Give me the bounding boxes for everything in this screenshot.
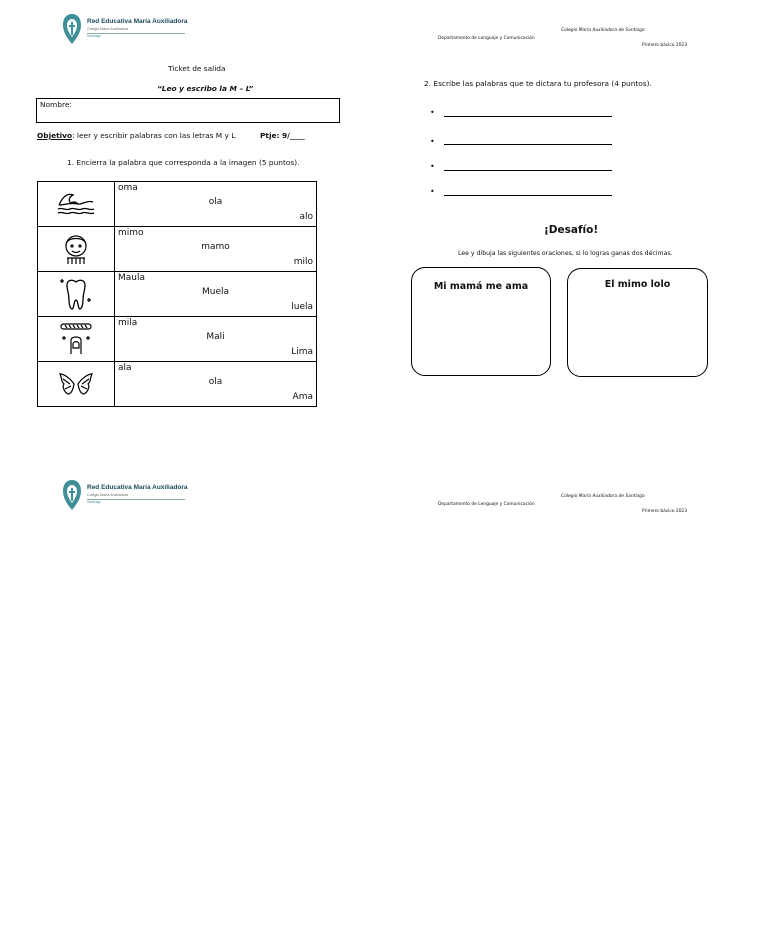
drawing-box-2[interactable]: [567, 268, 708, 377]
option-word[interactable]: Mali: [206, 332, 225, 342]
tooth-icon: [59, 276, 93, 312]
bullet-4: •: [430, 187, 435, 196]
page-title: Ticket de salida: [168, 64, 226, 73]
option-word[interactable]: luela: [291, 302, 313, 312]
bullet-2: •: [430, 137, 435, 146]
objective-text: : leer y escribir palabras con las letras M y L: [72, 131, 236, 140]
option-word[interactable]: mila: [118, 318, 138, 328]
answer-line-3[interactable]: [444, 170, 612, 171]
answer-line-2[interactable]: [444, 144, 612, 145]
header-grade: Primero básico 2023: [642, 509, 688, 514]
challenge-text: Lee y dibuja las siguientes oraciones, si lo logras ganas dos décimas.: [458, 250, 673, 257]
answer-line-1[interactable]: [444, 116, 612, 117]
header-school: Colegio María Auxiliadora de Santiago: [561, 494, 645, 499]
option-word[interactable]: oma: [118, 183, 138, 193]
waves-icon: [56, 190, 96, 218]
name-field[interactable]: [36, 98, 340, 123]
question-1: 1. Encierra la palabra que corresponda a la imagen (5 puntos).: [67, 158, 300, 167]
header-department: Departamento de Lenguaje y Comunicación: [438, 36, 535, 41]
drawing-box-1-label: Mi mamá me ama: [433, 281, 529, 292]
logo-city: Santiago: [87, 34, 102, 39]
objective-label: Objetivo: [37, 131, 73, 140]
table-row: [38, 182, 317, 227]
table-row: [38, 272, 317, 317]
drawing-box-2-label: El mimo lolo: [604, 279, 671, 290]
school-crest-icon: [62, 479, 82, 511]
mime-icon: [61, 232, 91, 266]
logo-title: Red Educativa María Auxiliadora: [87, 484, 188, 492]
option-word[interactable]: ola: [208, 377, 223, 387]
option-word[interactable]: Maula: [118, 273, 145, 283]
option-word[interactable]: milo: [293, 257, 313, 267]
table-row: [38, 362, 317, 407]
table-row: [38, 227, 317, 272]
name-label: Nombre:: [40, 100, 72, 109]
table-row: [38, 317, 317, 362]
option-word[interactable]: Lima: [291, 347, 313, 357]
logo-city: Santiago: [87, 500, 102, 505]
option-word[interactable]: mamo: [201, 242, 230, 252]
option-word[interactable]: Ama: [292, 392, 313, 402]
school-logo: [62, 479, 188, 511]
school-crest-icon: [62, 13, 82, 45]
answer-line-4[interactable]: [444, 195, 612, 196]
school-logo: [62, 13, 188, 45]
wings-icon: [58, 370, 94, 398]
option-word[interactable]: mimo: [118, 228, 144, 238]
logo-subtitle: Colegio María Auxiliadora: [87, 492, 128, 497]
logo-subtitle: Colegio María Auxiliadora: [87, 26, 128, 31]
option-word[interactable]: Muela: [201, 287, 230, 297]
drawing-box-1[interactable]: [411, 267, 551, 376]
bullet-3: •: [430, 162, 435, 171]
option-word[interactable]: ola: [208, 197, 223, 207]
option-word[interactable]: ala: [118, 363, 132, 373]
page-subtitle: “Leo y escribo la M – L”: [157, 84, 254, 93]
score-label: Ptje: 9/____: [260, 131, 305, 140]
challenge-title: ¡Desafío!: [544, 224, 599, 236]
bullet-1: •: [430, 108, 435, 117]
header-department: Departamento de Lenguaje y Comunicación: [438, 502, 535, 507]
question-2: 2. Escribe las palabras que te dictara tu profesora (4 puntos).: [424, 79, 652, 88]
word-table: [37, 181, 317, 407]
header-school: Colegio María Auxiliadora de Santiago: [561, 28, 645, 33]
objective-line: [37, 131, 235, 140]
logo-title: Red Educativa María Auxiliadora: [87, 18, 188, 26]
header-grade: Primero básico 2023: [642, 43, 688, 48]
option-word[interactable]: alo: [299, 212, 313, 222]
nail-file-icon: [58, 322, 94, 356]
